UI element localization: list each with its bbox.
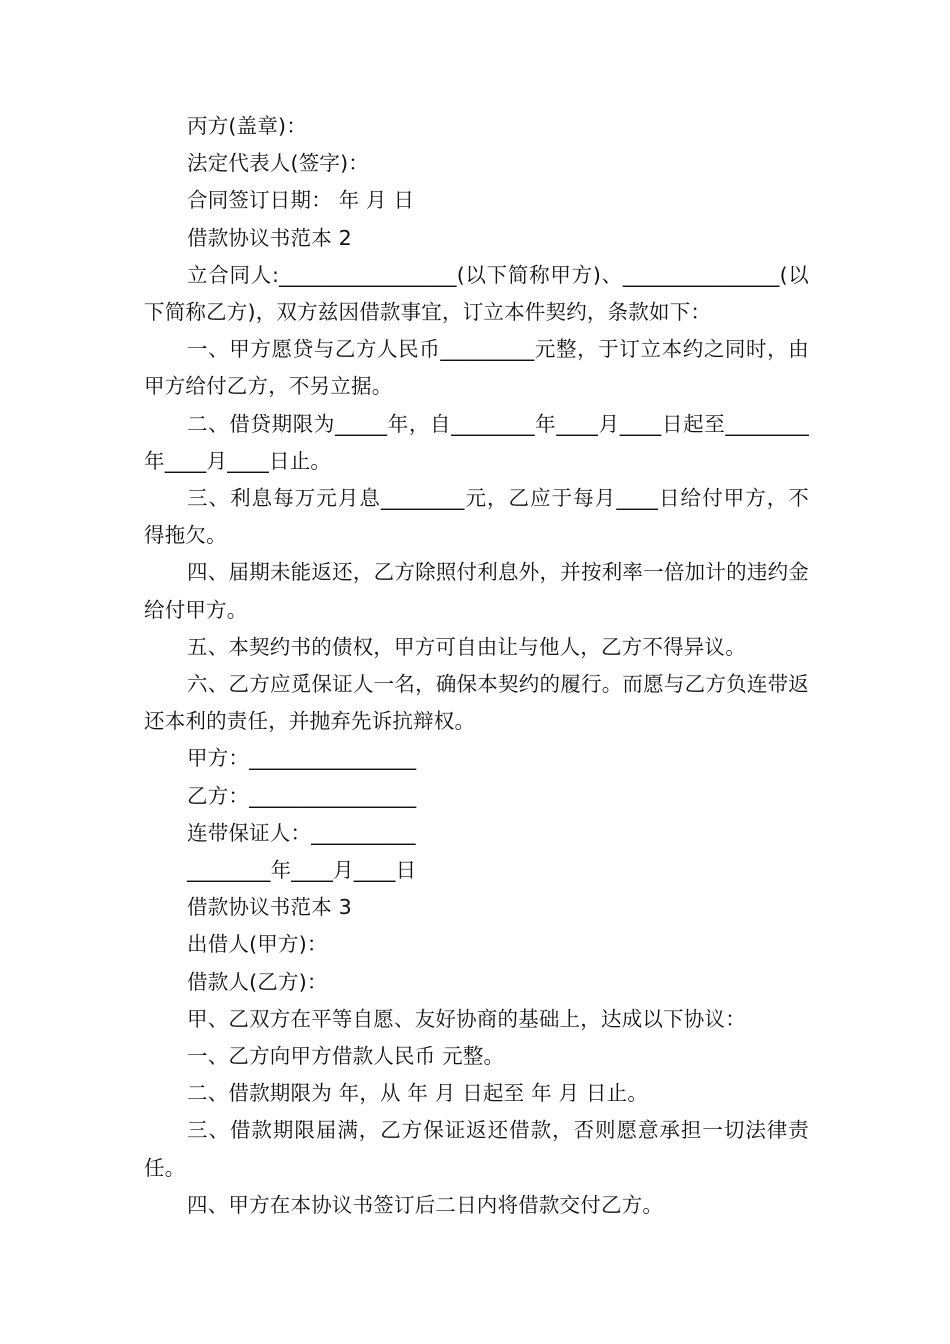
sample-3-clause-3: 三、借款期限届满，乙方保证返还借款，否则愿意承担一切法律责任。 <box>144 1118 809 1180</box>
sample-3-heading: 借款协议书范本 3 <box>187 895 352 920</box>
party-b-signature-line: 乙方：________________ <box>187 783 417 808</box>
clause-4: 四、届期未能返还，乙方除照付利息外，并按利率一倍加计的违约金给付甲方。 <box>144 560 809 622</box>
document-body <box>144 108 809 1224</box>
clause-3: 三、利息每万元月息________元，乙应于每月____日给付甲方，不得拖欠。 <box>144 486 809 548</box>
clause-6: 六、乙方应觅保证人一名，确保本契约的履行。而愿与乙方负连带返还本利的责任，并抛弃先诉抗辩权。 <box>144 672 809 734</box>
borrower-line: 借款人(乙方)： <box>187 969 328 994</box>
sample-2-heading: 借款协议书范本 2 <box>187 225 352 250</box>
clause-1: 一、甲方愿贷与乙方人民币_________元整，于订立本约之同时，由甲方给付乙方，不另立据。 <box>144 337 809 399</box>
lender-line: 出借人(甲方)： <box>187 932 328 957</box>
agreement-intro: 甲、乙双方在平等自愿、友好协商的基础上，达成以下协议： <box>187 1006 746 1031</box>
contract-date-line: 合同签订日期： 年 月 日 <box>187 188 415 213</box>
parties-clause: 立合同人:_________________(以下简称甲方)、_______________(以下简称乙方)，双方兹因借款事宜，订立本件契约，条款如下： <box>144 262 809 325</box>
legal-representative-line: 法定代表人(签字)： <box>187 151 369 176</box>
party-c-seal-line: 丙方(盖章)： <box>187 114 307 138</box>
signature-date-line: ________年____月____日 <box>187 858 417 883</box>
sample-3-clause-1: 一、乙方向甲方借款人民币 元整。 <box>187 1044 505 1069</box>
party-a-signature-line: 甲方：________________ <box>187 746 417 771</box>
clause-5: 五、本契约书的债权，甲方可自由让与他人，乙方不得异议。 <box>187 634 746 659</box>
clause-2: 二、借贷期限为_____年，自________年____月____日起至________年____月____日止。 <box>144 411 809 473</box>
sample-3-clause-4: 四、甲方在本协议书签订后二日内将借款交付乙方。 <box>187 1192 664 1217</box>
sample-3-clause-2: 二、借款期限为 年，从 年 月 日起至 年 月 日止。 <box>187 1081 649 1106</box>
guarantor-signature-line: 连带保证人：__________ <box>187 820 416 845</box>
